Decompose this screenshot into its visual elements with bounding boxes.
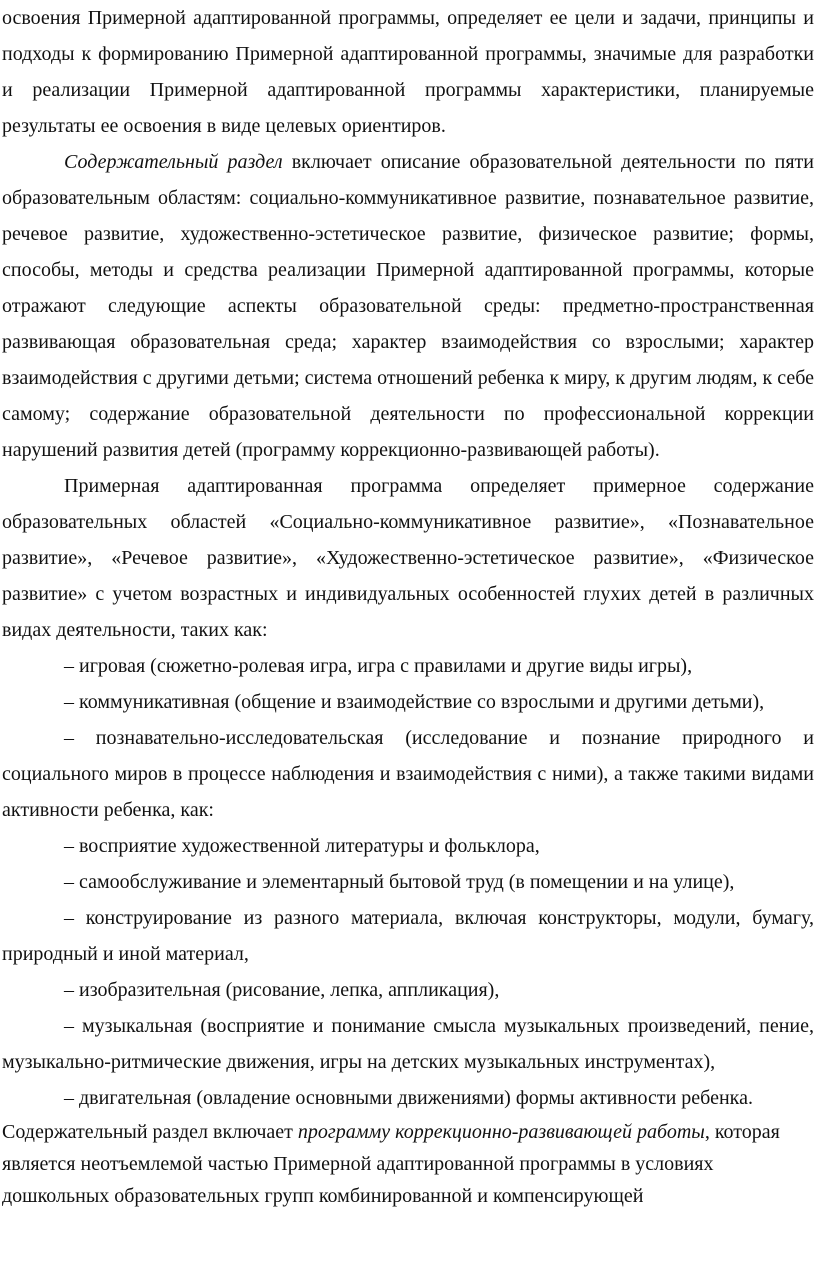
list-item-cognitive: – познавательно-исследовательская (исследование и познание природного и социального миров в процессе наблюдения и взаимодействия с ними), а также такими видами активности ребенка, как: [2, 727, 814, 821]
list-item-motor: – двигательная (овладение основными движениями) формы активности ребенка. [64, 1087, 753, 1109]
paragraph-goals: освоения Примерной адаптированной программы, определяет ее цели и задачи, принципы и подходы к формированию Примерной адаптированной программы, значимые для разработки и реализации Примерной адаптированной программы характеристики, планируемые результаты ее освоения в виде целевых ориентиров. [2, 7, 814, 137]
paragraph-program-content: Примерная адаптированная программа определяет примерное содержание образовательных областей «Социально-коммуникативное развитие», «Познавательное развитие», «Речевое развитие», «Художественно-эстетическое развитие», «Физическое развитие» с учетом возрастных и индивидуальных особенностей глухих детей в различных видах деятельности, таких как: [2, 475, 814, 641]
term-correction-program: программу коррекционно-развивающей работы [297, 1121, 705, 1143]
paragraph-correction-program [0, 1116, 816, 1212]
list-item-communicative: – коммуникативная (общение и взаимодействие со взрослыми и другими детьми), [64, 691, 765, 713]
list-item-construction: – конструирование из разного материала, включая конструкторы, модули, бумагу, природный и иной материал, [2, 907, 814, 965]
paragraph-correction-text: , которая является неотъемлемой частью Примерной адаптированной программы в условиях дошкольных образовательных групп комбинированной и компенсирующей [2, 1121, 780, 1207]
paragraph-correction-lead: Содержательный раздел включает [2, 1121, 298, 1143]
list-item-visual-arts: – изобразительная (рисование, лепка, аппликация), [64, 979, 500, 1001]
list-item-literature: – восприятие художественной литературы и фольклора, [64, 835, 540, 857]
list-item-self-service: – самообслуживание и элементарный бытовой труд (в помещении и на улице), [64, 871, 735, 893]
paragraph-content-section [0, 144, 816, 468]
list-item-music: – музыкальная (восприятие и понимание смысла музыкальных произведений, пение, музыкально-ритмические движения, игры на детских музыкальных инструментах), [2, 1015, 814, 1073]
list-item-play: – игровая (сюжетно-ролевая игра, игра с правилами и другие виды игры), [64, 655, 693, 677]
paragraph-content-section-text: включает описание образовательной деятельности по пяти образовательным областям: социально-коммуникативное развитие, познавательное развитие, речевое развитие, художественно-эстетическое развитие, физическое развитие; формы, способы, методы и средства реализации Примерной адаптированной программы, которые отражают следующие аспекты образовательной среды: предметно-пространственная развивающая образовательная среда; характер взаимодействия со взрослыми; характер взаимодействия с другими детьми; система отношений ребенка к миру, к другим людям, к себе самому; содержание образовательной деятельности по профессиональной коррекции нарушений развития детей (программу коррекционно-развивающей работы). [2, 151, 814, 461]
term-content-section: Содержательный раздел [64, 151, 283, 173]
